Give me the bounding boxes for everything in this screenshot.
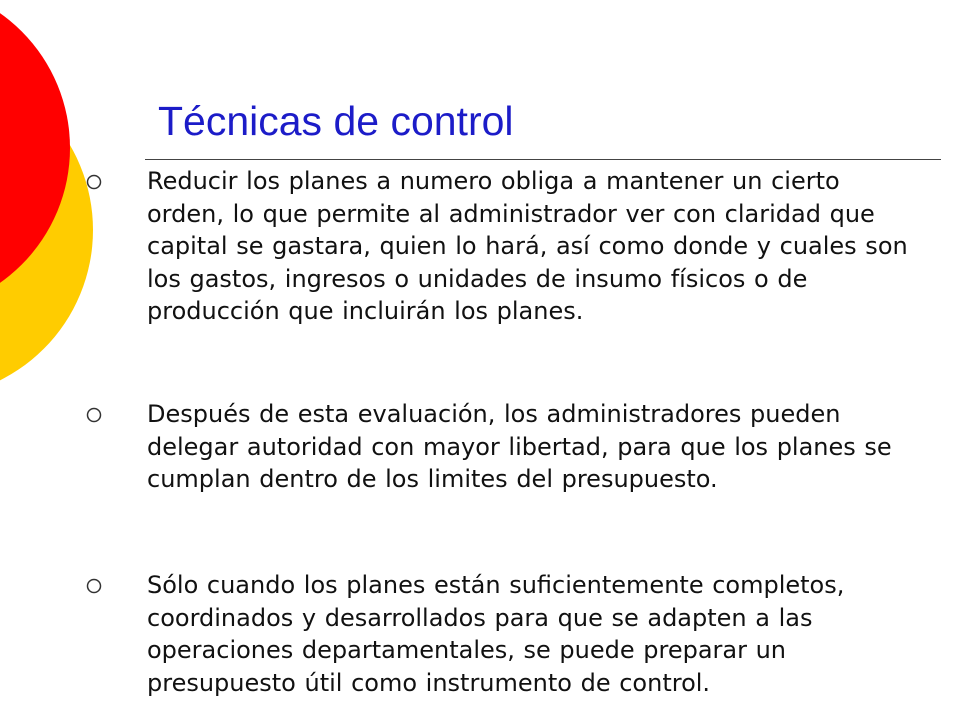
title-divider <box>145 159 941 160</box>
hollow-circle-bullet-icon <box>85 406 103 424</box>
bullet-text: Sólo cuando los planes están suficientemente completos, coordinados y desarrollados para que se adapten a las operaciones departamentales, se puede preparar un presupuesto útil como instrumento de control. <box>147 571 845 697</box>
bullet-text: Después de esta evaluación, los administradores pueden delegar autoridad con mayor libertad, para que los planes se cumplan dentro de los limites del presupuesto. <box>147 400 892 493</box>
slide-title: Técnicas de control <box>158 98 514 144</box>
hollow-circle-bullet-icon <box>85 577 103 595</box>
hollow-circle-bullet-icon <box>85 173 103 191</box>
bullet-text: Reducir los planes a numero obliga a mantener un cierto orden, lo que permite al administrador ver con claridad que capital se gastara, quien lo hará, así como donde y cuales son los gastos, ingresos o unidades de insumo físicos o de producción que incluirán los planes. <box>147 167 908 325</box>
